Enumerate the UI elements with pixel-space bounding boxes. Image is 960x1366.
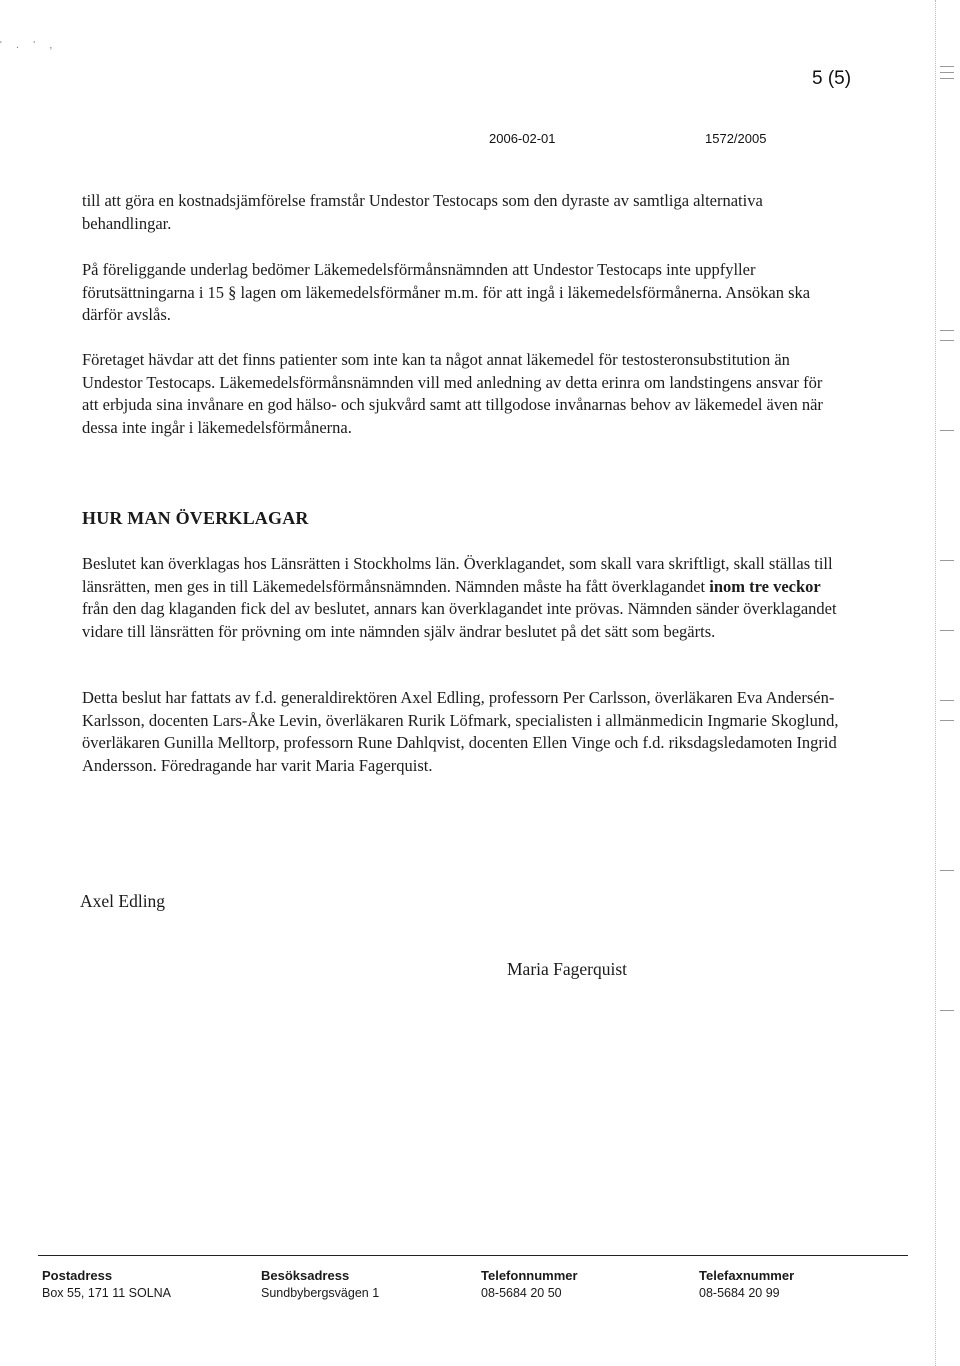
footer-postal-value: Box 55, 171 11 SOLNA [42, 1286, 172, 1300]
footer-phone-value: 08-5684 20 50 [481, 1286, 562, 1300]
footer-postal [42, 1268, 171, 1302]
footer-visit-value: Sundbybergsvägen 1 [261, 1286, 380, 1300]
paragraph-appeal [82, 553, 842, 643]
header-reference: 1572/2005 [705, 131, 767, 146]
footer-fax [699, 1268, 794, 1302]
page-number: 5 (5) [812, 68, 852, 89]
footer-fax-value: 08-5684 20 99 [699, 1286, 780, 1300]
signature-maria-fagerquist: Maria Fagerquist [507, 959, 628, 979]
scan-edge-artifact [935, 0, 960, 1366]
footer-phone [481, 1268, 578, 1302]
paragraph-assessment: På föreliggande underlag bedömer Läkemedelsförmånsnämnden att Undestor Testocaps inte uppfyller förutsättningarna i 15 § lagen om läkemedelsförmåner m.m. för att ingå i läkemedelsförmånerna. Ansökan ska därför avslås. [82, 260, 811, 324]
paragraph-company-claim: Företaget hävdar att det finns patienter som inte kan ta något annat läkemedel för testosteronsubstitution än Undestor Testocaps. Läkemedelsförmånsnämnden vill med anledning av detta erinra om landstingens ansvar för att erbjuda sina invånare en god hälso- och sjukvård samt att tillgodose invånarnas behov av läkemedel även när dessa inte ingår i läkemedelsförmånerna. [82, 350, 823, 437]
appeal-deadline: inom tre veckor [709, 576, 821, 596]
footer-divider [38, 1255, 908, 1256]
scan-specks: ' . ' , [0, 40, 59, 51]
paragraph-cost-comparison: till att göra en kostnadsjämförelse framstår Undestor Testocaps som den dyraste av samtliga alternativa behandlingar. [82, 191, 763, 233]
paragraph-decision-makers: Detta beslut har fattats av f.d. generaldirektören Axel Edling, professorn Per Carlsson, överläkaren Eva Andersén-Karlsson, docenten Lars-Åke Levin, överläkaren Rurik Löfmark, specialisten i allmänmedicin Ingmarie Skoglund, överläkaren Gunilla Melltorp, professorn Rune Dahlqvist, docenten Ellen Vinge och f.d. riksdagsledamoten Ingrid Andersson. Föredragande har varit Maria Fagerquist. [82, 688, 839, 775]
footer-visit [261, 1268, 379, 1302]
footer-fax-label: Telefaxnummer [699, 1268, 795, 1283]
appeal-text-start: Beslutet kan överklagas hos Länsrätten i Stockholms län. Överklagandet, som skall vara skriftligt, skall ställas till länsrätten, men ges in till Läkemedelsförmånsnämnden. Nämnden måste ha fått överklagandet [82, 554, 833, 596]
footer-postal-label: Postadress [42, 1268, 113, 1283]
signature-axel-edling: Axel Edling [80, 891, 166, 911]
header-date: 2006-02-01 [489, 131, 556, 146]
footer-phone-label: Telefonnummer [481, 1268, 578, 1283]
footer-visit-label: Besöksadress [261, 1268, 350, 1283]
appeal-heading: HUR MAN ÖVERKLAGAR [82, 508, 309, 528]
appeal-text-end: från den dag klaganden fick del av beslutet, annars kan överklagandet inte prövas. Nämnden sänder överklagandet vidare till länsrätten för prövning om inte nämnden själv ändrar beslutet på det sätt som begärts. [82, 599, 837, 641]
